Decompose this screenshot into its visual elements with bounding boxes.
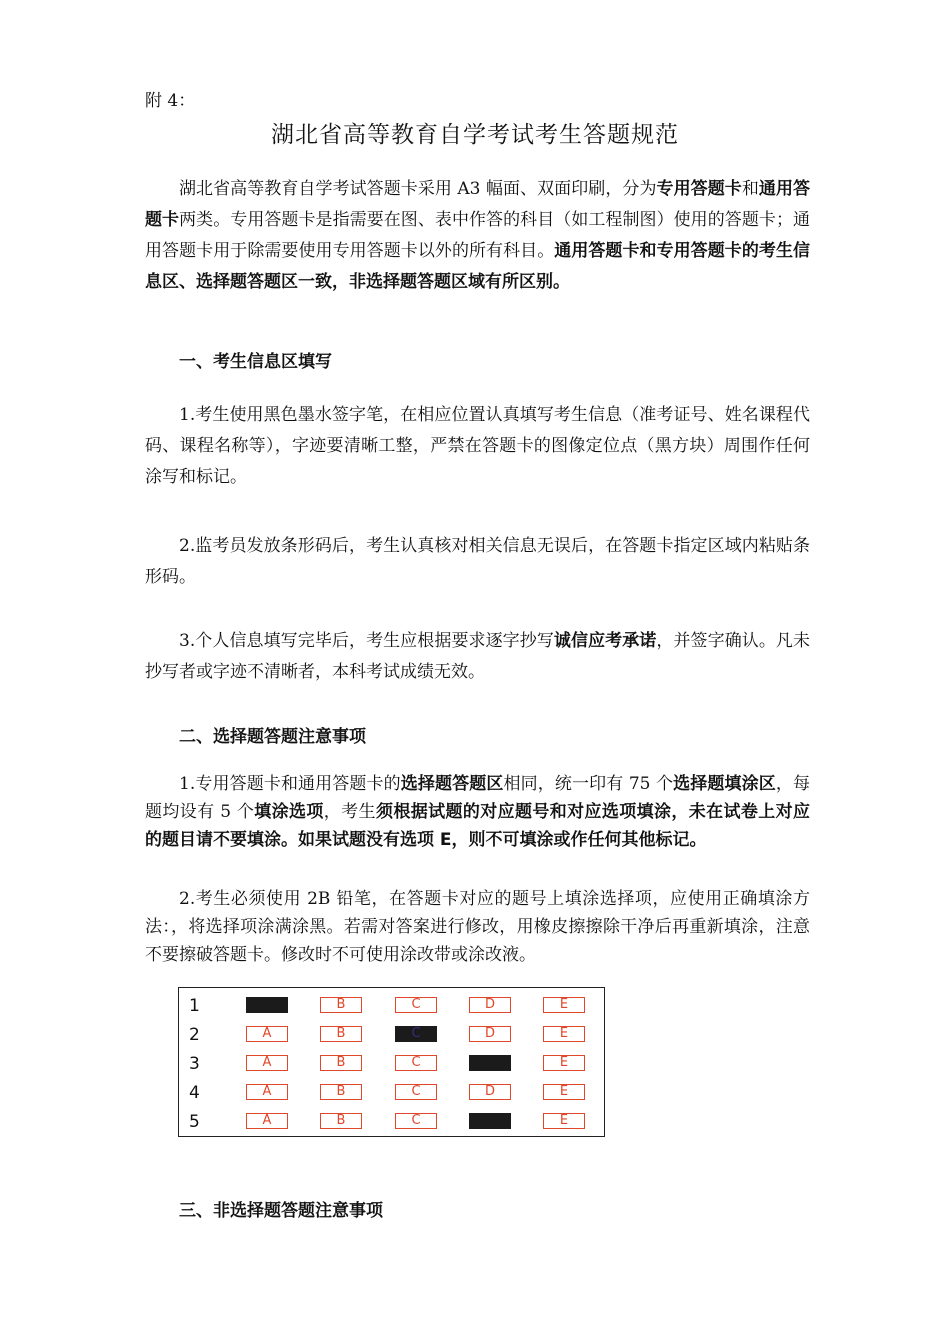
section2-paragraph-1 [145,770,810,854]
question-number: 1 [189,996,200,1016]
question-number: 2 [189,1025,200,1045]
answer-row [179,1081,604,1105]
question-number: 4 [189,1083,200,1103]
option-bubble-c: C [395,997,437,1013]
emphasis-text: 通用答题卡和专用答题卡的考生信息区、选择题答题区一致，非选择题答题区域有所区别。 [145,241,811,292]
option-bubble-d: D [469,1084,511,1100]
option-bubble-c: C [395,1113,437,1129]
answer-row [179,1052,604,1076]
option-bubble-b: B [320,1026,362,1042]
option-bubble-b: B [320,1055,362,1071]
text-segment: 3.个人信息填写完毕后，考生应根据要求逐字抄写 [179,631,554,651]
section1-paragraph-2: 2.监考员发放条形码后，考生认真核对相关信息无误后，在答题卡指定区域内粘贴条形码。 [145,536,810,587]
emphasis-text: 选择题答题区 [400,774,504,794]
option-bubble-e: E [543,1026,585,1042]
option-bubble-c: C [395,1026,437,1042]
emphasis-text: 填涂选项 [254,802,324,822]
answer-row [179,994,604,1018]
option-bubble-a: A [246,1026,288,1042]
section1-paragraph-1: 1.考生使用黑色墨水签字笔，在相应位置认真填写考生信息（准考证号、姓名课程代码、课程名称等），字迹要清晰工整，严禁在答题卡的图像定位点（黑方块）周围作任何涂写和标记。 [145,405,810,487]
text-segment: ，并签字确认。凡未抄写者或字迹不清晰者，本科考试成绩无效。 [145,631,811,682]
option-bubble-e: E [543,1113,585,1129]
text-segment: 1.专用答题卡和通用答题卡的 [179,774,401,794]
emphasis-text: 选择题填涂区 [673,774,776,794]
section1-paragraph-3 [145,626,810,688]
option-bubble-e: E [543,1084,585,1100]
section2-paragraph-2: 2.考生必须使用 2B 铅笔，在答题卡对应的题号上填涂选择项，应使用正确填涂方法：，将选择项涂满涂黑。若需对答案进行修改，用橡皮擦擦除干净后再重新填涂，注意不要擦破答题卡。修改时不可使用涂改带或涂改液。 [145,889,810,965]
intro-paragraph [145,174,810,298]
annex-label: 附 4： [145,91,196,111]
emphasis-text: 须根据试题的对应题号和对应选项填涂，未在试卷上对应的题目请不要填涂。如果试题没有选项 E，则不可填涂或作任何其他标记。 [145,802,811,850]
option-bubble-c: C [395,1084,437,1100]
document-title: 湖北省高等教育自学考试考生答题规范 [271,122,679,148]
text-segment: ，每题均设有 5 个 [145,774,810,822]
question-number: 3 [189,1054,200,1074]
option-bubble-d: D [469,997,511,1013]
emphasis-text: 专用答题卡 [656,179,742,199]
option-bubble-d [469,1055,511,1071]
option-bubble-d [469,1113,511,1129]
emphasis-text: 通用答题卡 [145,179,811,230]
option-bubble-e: E [543,997,585,1013]
option-bubble-a: A [246,1084,288,1100]
text-segment: 和 [741,179,759,199]
option-bubble-b: B [320,1084,362,1100]
answer-row [179,1023,604,1047]
option-bubble-a [246,997,288,1013]
answer-sheet-example [178,987,605,1137]
option-bubble-a: A [246,1113,288,1129]
option-bubble-b: B [320,997,362,1013]
question-number: 5 [189,1112,200,1132]
text-segment: ，考生 [323,802,376,822]
option-bubble-d: D [469,1026,511,1042]
option-bubble-a: A [246,1055,288,1071]
answer-row [179,1110,604,1134]
option-bubble-b: B [320,1113,362,1129]
option-bubble-e: E [543,1055,585,1071]
text-segment: 两类。专用答题卡是指需要在图、表中作答的科目（如工程制图）使用的答题卡；通用答题卡用于除需要使用专用答题卡以外的所有科目。 [145,210,811,261]
section3-heading: 三、非选择题答题注意事项 [179,1201,383,1221]
section1-heading: 一、考生信息区填写 [179,352,332,372]
section2-heading: 二、选择题答题注意事项 [179,727,366,747]
text-segment: 相同，统一印有 75 个 [503,774,674,794]
text-segment: 湖北省高等教育自学考试答题卡采用 A3 幅面、双面印刷，分为 [179,179,657,199]
emphasis-text: 诚信应考承诺 [553,631,657,651]
option-bubble-c: C [395,1055,437,1071]
